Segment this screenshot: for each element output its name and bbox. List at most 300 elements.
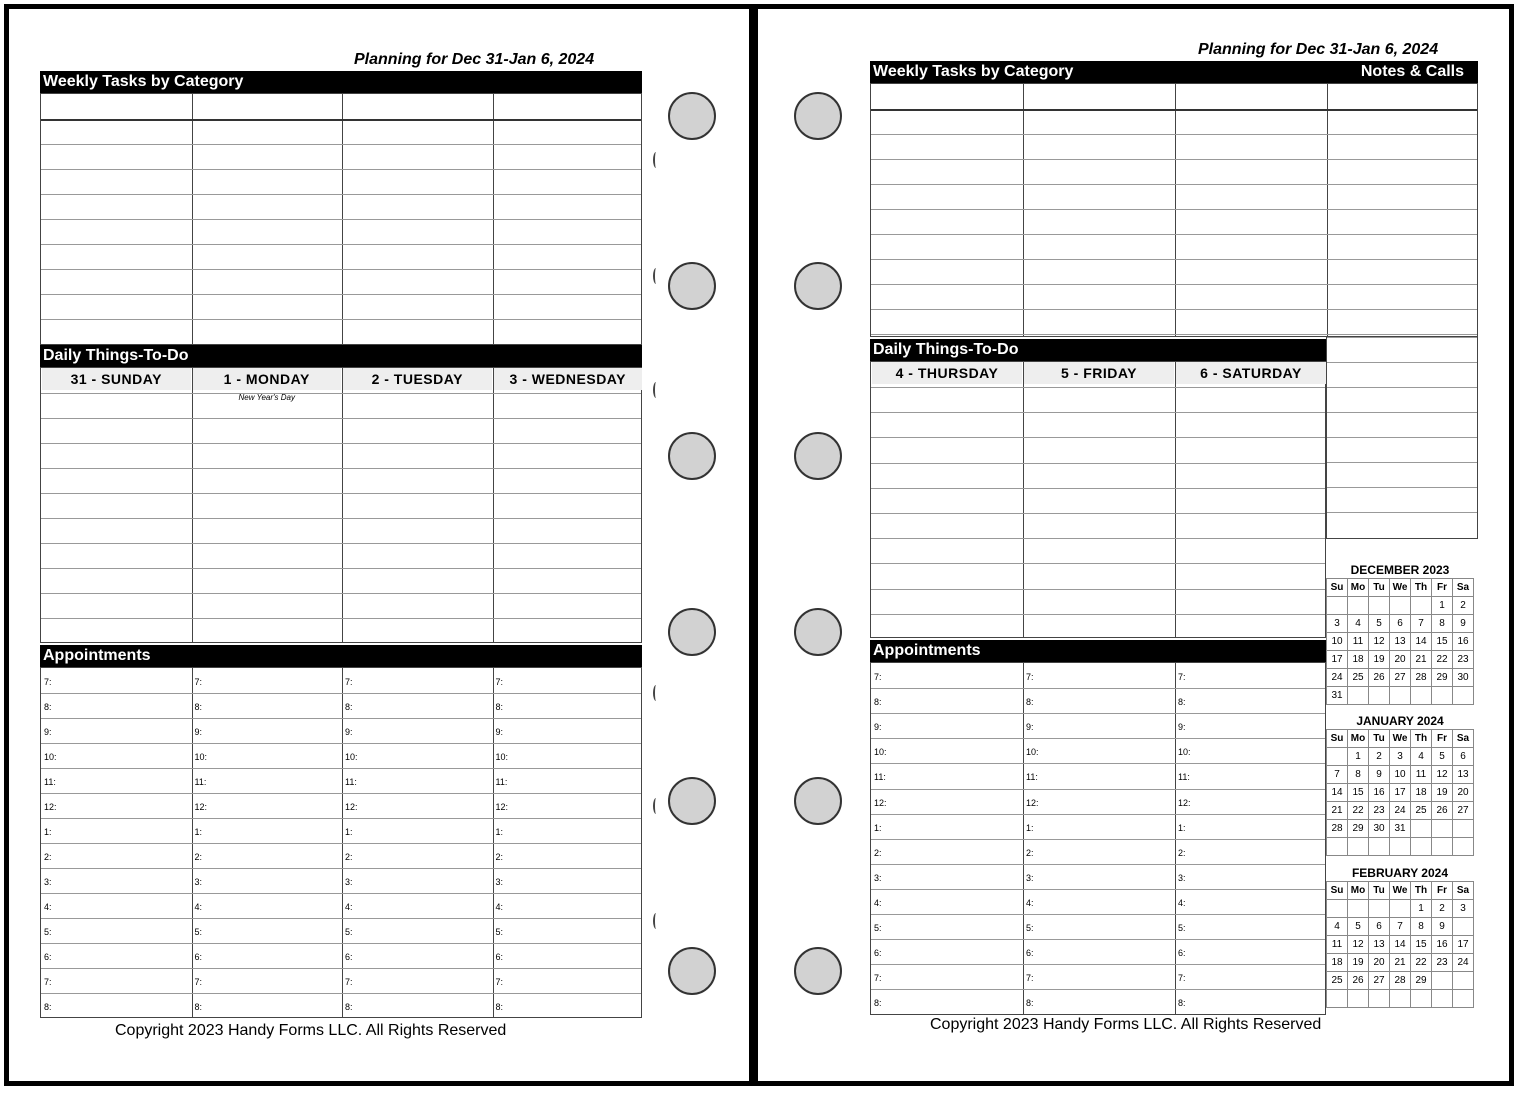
hour-label: 1:	[1026, 822, 1034, 833]
hour-label: 4:	[345, 902, 353, 912]
weekday-cell: Sa	[1453, 882, 1474, 900]
weekday-cell: Th	[1411, 730, 1432, 748]
notes-row-line	[1327, 362, 1477, 363]
date-cell	[1348, 597, 1369, 615]
hour-label: 10:	[1178, 747, 1191, 758]
hour-label: 12:	[1178, 797, 1191, 808]
date-cell: 14	[1411, 633, 1432, 651]
binder-hole	[794, 608, 842, 656]
date-cell: 7	[1411, 615, 1432, 633]
weekday-cell: Mo	[1348, 882, 1369, 900]
date-cell: 28	[1411, 669, 1432, 687]
notes-row-line	[1327, 412, 1477, 413]
weekday-cell: Su	[1327, 579, 1348, 597]
todo-row-line	[871, 488, 1325, 489]
date-cell: 24	[1390, 802, 1411, 820]
date-cell: 8	[1348, 766, 1369, 784]
hour-label: 7:	[874, 973, 882, 984]
date-cell	[1453, 687, 1474, 705]
hour-label: 9:	[1178, 722, 1186, 733]
hour-label: 7:	[874, 672, 882, 682]
notes-calls-grid[interactable]	[1326, 337, 1478, 539]
hour-label: 8:	[194, 702, 203, 712]
todo-row-line	[871, 463, 1325, 464]
appointment-row-line	[871, 789, 1325, 790]
appointment-row-line	[871, 939, 1325, 940]
date-cell: 12	[1348, 936, 1369, 954]
date-cell: 28	[1390, 972, 1411, 990]
task-row-line	[41, 294, 641, 295]
daily-todo-grid-left[interactable]	[40, 367, 642, 643]
page-divider	[749, 4, 758, 1086]
date-cell: 31	[1327, 687, 1348, 705]
hour-label: 5:	[495, 927, 504, 937]
date-cell: 5	[1432, 748, 1453, 766]
date-cell: 13	[1453, 766, 1474, 784]
hour-label: 4:	[1178, 897, 1186, 908]
appointment-row-line	[41, 893, 641, 894]
weekday-cell: Mo	[1348, 730, 1369, 748]
todo-row-line	[871, 387, 1325, 388]
binder-hole	[794, 777, 842, 825]
date-cell	[1390, 990, 1411, 1008]
column-divider	[1175, 84, 1176, 336]
hour-label: 1:	[44, 827, 52, 837]
hour-label: 3:	[1026, 872, 1034, 883]
hour-label: 3:	[194, 877, 203, 887]
appointment-row-line	[871, 839, 1325, 840]
weekday-cell: Fr	[1432, 882, 1453, 900]
date-cell	[1390, 687, 1411, 705]
hour-label: 7:	[1026, 973, 1034, 984]
appointment-row-line	[41, 743, 641, 744]
todo-row-line	[41, 493, 641, 494]
task-row-line	[871, 159, 1477, 160]
hour-label: 7:	[44, 977, 52, 987]
appointment-row-line	[41, 918, 641, 919]
weekday-cell: Th	[1411, 579, 1432, 597]
binder-hole	[794, 92, 842, 140]
date-cell: 29	[1411, 972, 1432, 990]
date-cell: 23	[1369, 802, 1390, 820]
date-cell	[1432, 990, 1453, 1008]
hour-label: 2:	[1178, 847, 1186, 858]
date-cell: 17	[1327, 651, 1348, 669]
date-cell: 16	[1453, 633, 1474, 651]
date-cell: 22	[1348, 802, 1369, 820]
weekday-cell: Tu	[1369, 882, 1390, 900]
hour-label: 10:	[874, 747, 887, 758]
hour-label: 3:	[345, 877, 353, 887]
date-cell: 25	[1348, 669, 1369, 687]
punch-notch	[653, 152, 659, 168]
todo-row-line	[871, 513, 1325, 514]
date-cell	[1432, 820, 1453, 838]
calendar-month-title: JANUARY 2024	[1356, 714, 1444, 728]
hour-label: 4:	[194, 902, 203, 912]
hour-label: 3:	[44, 877, 52, 887]
day-header: 31 - SUNDAY	[42, 368, 191, 390]
hour-label: 6:	[495, 952, 504, 962]
date-cell: 27	[1390, 669, 1411, 687]
hour-label: 12:	[345, 802, 358, 812]
date-cell: 23	[1432, 954, 1453, 972]
hour-label: 7:	[1026, 672, 1034, 682]
date-cell: 3	[1327, 615, 1348, 633]
notes-calls-title: Notes & Calls	[1360, 63, 1464, 80]
date-cell	[1348, 838, 1369, 856]
mini-calendar	[1326, 865, 1474, 1008]
date-cell: 24	[1327, 669, 1348, 687]
hour-label: 2:	[1026, 847, 1034, 858]
date-cell	[1348, 687, 1369, 705]
weekday-cell: Tu	[1369, 579, 1390, 597]
hour-label: 3:	[874, 872, 882, 883]
hour-label: 12:	[495, 802, 509, 812]
date-cell: 6	[1369, 918, 1390, 936]
date-cell: 22	[1432, 651, 1453, 669]
todo-row-line	[871, 538, 1325, 539]
notes-row-line	[1327, 462, 1477, 463]
date-cell: 19	[1348, 954, 1369, 972]
date-cell: 22	[1411, 954, 1432, 972]
hour-label: 6:	[194, 952, 203, 962]
column-divider	[1023, 84, 1024, 336]
hour-label: 6:	[44, 952, 52, 962]
date-cell: 4	[1411, 748, 1432, 766]
date-cell: 13	[1390, 633, 1411, 651]
appointments-grid-right[interactable]	[870, 662, 1326, 1015]
date-cell: 5	[1348, 918, 1369, 936]
date-cell	[1432, 838, 1453, 856]
weekly-tasks-title-right: Weekly Tasks by Category	[873, 63, 1074, 80]
day-header: 5 - FRIDAY	[1024, 362, 1174, 384]
appointments-grid-left[interactable]	[40, 667, 642, 1018]
hour-label: 7:	[1178, 973, 1186, 984]
date-cell	[1411, 597, 1432, 615]
hour-label: 4:	[495, 902, 504, 912]
date-cell: 16	[1432, 936, 1453, 954]
day-header: 6 - SATURDAY	[1176, 362, 1326, 384]
date-cell: 26	[1348, 972, 1369, 990]
todo-row-line	[41, 518, 641, 519]
date-cell	[1390, 900, 1411, 918]
date-cell	[1327, 900, 1348, 918]
date-cell: 17	[1453, 936, 1474, 954]
binder-hole	[668, 947, 716, 995]
calendar-month-title: FEBRUARY 2024	[1351, 866, 1449, 880]
appointment-row-line	[41, 693, 641, 694]
column-divider	[1175, 362, 1176, 637]
todo-row-line	[871, 589, 1325, 590]
appointment-row-line	[871, 914, 1325, 915]
date-cell: 24	[1453, 954, 1474, 972]
date-cell: 23	[1453, 651, 1474, 669]
hour-label: 7:	[194, 677, 203, 687]
hour-label: 11:	[495, 777, 508, 787]
date-cell: 25	[1411, 802, 1432, 820]
date-cell: 30	[1453, 669, 1474, 687]
weekday-cell: Sa	[1453, 579, 1474, 597]
date-cell	[1453, 820, 1474, 838]
date-cell: 15	[1348, 784, 1369, 802]
hour-label: 3:	[495, 877, 504, 887]
appointment-row-line	[41, 993, 641, 994]
date-cell	[1432, 687, 1453, 705]
todo-row-line	[871, 614, 1325, 615]
weekday-cell: We	[1390, 579, 1411, 597]
hour-label: 6:	[874, 948, 882, 959]
calendar-month-title: DECEMBER 2023	[1350, 563, 1450, 577]
hour-label: 8:	[874, 998, 882, 1009]
hour-label: 11:	[1026, 772, 1038, 783]
appointment-row-line	[41, 718, 641, 719]
hour-label: 2:	[44, 852, 52, 862]
hour-label: 12:	[194, 802, 208, 812]
todo-row-line	[41, 568, 641, 569]
task-row-line	[41, 169, 641, 170]
hour-label: 7:	[495, 977, 504, 987]
daily-todo-header-left: Daily Things-To-Do	[40, 345, 642, 367]
appointment-row-line	[871, 864, 1325, 865]
date-cell: 29	[1348, 820, 1369, 838]
date-cell: 26	[1432, 802, 1453, 820]
day-header: 1 - MONDAY	[193, 368, 342, 390]
hour-label: 9:	[44, 727, 52, 737]
hour-label: 1:	[194, 827, 203, 837]
appointment-row-line	[41, 793, 641, 794]
binder-hole	[794, 432, 842, 480]
date-cell: 30	[1369, 820, 1390, 838]
weekday-cell: Tu	[1369, 730, 1390, 748]
date-cell: 14	[1390, 936, 1411, 954]
date-cell: 7	[1327, 766, 1348, 784]
calendar-table	[1326, 729, 1474, 856]
date-cell: 12	[1369, 633, 1390, 651]
date-cell	[1432, 972, 1453, 990]
date-cell: 9	[1369, 766, 1390, 784]
date-cell	[1453, 918, 1474, 936]
task-row-line	[871, 184, 1477, 185]
hour-label: 8:	[874, 697, 882, 708]
date-cell: 21	[1411, 651, 1432, 669]
hour-label: 10:	[495, 752, 509, 762]
hour-label: 2:	[194, 852, 203, 862]
task-row-line	[871, 334, 1477, 335]
binder-hole	[668, 432, 716, 480]
hour-label: 8:	[194, 1002, 203, 1012]
hour-label: 11:	[345, 777, 357, 787]
todo-row-line	[41, 443, 641, 444]
hour-label: 10:	[194, 752, 208, 762]
date-cell	[1369, 900, 1390, 918]
hour-label: 4:	[874, 897, 882, 908]
task-row-line	[871, 259, 1477, 260]
appointment-row-line	[871, 964, 1325, 965]
appointment-row-line	[871, 989, 1325, 990]
date-cell: 15	[1411, 936, 1432, 954]
task-row-line	[41, 194, 641, 195]
hour-label: 11:	[44, 777, 56, 787]
todo-row-line	[41, 593, 641, 594]
date-cell: 1	[1432, 597, 1453, 615]
punch-notch	[653, 798, 659, 814]
appointment-row-line	[871, 688, 1325, 689]
date-cell: 4	[1348, 615, 1369, 633]
hour-label: 8:	[495, 702, 504, 712]
hour-label: 8:	[1026, 998, 1034, 1009]
date-cell: 8	[1432, 615, 1453, 633]
calendar-table	[1326, 881, 1474, 1008]
todo-row-line	[41, 393, 641, 394]
task-row-line	[871, 234, 1477, 235]
appointment-row-line	[41, 818, 641, 819]
task-row-line	[871, 309, 1477, 310]
hour-label: 9:	[345, 727, 353, 737]
hour-label: 8:	[345, 702, 353, 712]
appointments-header-left: Appointments	[40, 645, 642, 667]
date-cell: 3	[1453, 900, 1474, 918]
date-cell: 6	[1390, 615, 1411, 633]
date-cell	[1327, 990, 1348, 1008]
date-cell: 8	[1411, 918, 1432, 936]
hour-label: 8:	[345, 1002, 353, 1012]
todo-row-line	[871, 412, 1325, 413]
notes-row-line	[1327, 437, 1477, 438]
hour-label: 8:	[495, 1002, 504, 1012]
column-divider	[493, 368, 494, 642]
hour-label: 8:	[1026, 697, 1034, 708]
notes-row-line	[1327, 387, 1477, 388]
hour-label: 9:	[495, 727, 504, 737]
date-cell: 1	[1348, 748, 1369, 766]
hour-label: 7:	[44, 677, 52, 687]
day-header: 2 - TUESDAY	[343, 368, 492, 390]
hour-label: 12:	[44, 802, 57, 812]
hour-label: 1:	[345, 827, 353, 837]
appointment-row-line	[41, 843, 641, 844]
hour-label: 9:	[874, 722, 882, 733]
task-row-line	[871, 209, 1477, 210]
date-cell: 11	[1411, 766, 1432, 784]
date-cell: 25	[1327, 972, 1348, 990]
weekday-cell: Th	[1411, 882, 1432, 900]
date-cell	[1369, 990, 1390, 1008]
date-cell	[1348, 990, 1369, 1008]
date-cell	[1390, 597, 1411, 615]
date-cell: 19	[1369, 651, 1390, 669]
task-row-line	[41, 319, 641, 320]
weekday-cell: Su	[1327, 882, 1348, 900]
hour-label: 7:	[345, 977, 353, 987]
appointment-row-line	[871, 889, 1325, 890]
date-cell: 28	[1327, 820, 1348, 838]
weekly-tasks-grid-right[interactable]	[870, 83, 1478, 337]
hour-label: 12:	[874, 797, 887, 808]
date-cell: 6	[1453, 748, 1474, 766]
date-cell: 5	[1369, 615, 1390, 633]
date-cell	[1327, 748, 1348, 766]
punch-notch	[653, 268, 659, 284]
todo-row-line	[871, 563, 1325, 564]
appointment-row-line	[871, 763, 1325, 764]
date-cell: 29	[1432, 669, 1453, 687]
task-row-line	[41, 244, 641, 245]
date-cell	[1411, 687, 1432, 705]
date-cell: 20	[1390, 651, 1411, 669]
todo-row-line	[41, 418, 641, 419]
date-cell: 13	[1369, 936, 1390, 954]
appointments-header-right: Appointments	[870, 640, 1326, 662]
hour-label: 9:	[1026, 722, 1034, 733]
hour-label: 7:	[495, 677, 504, 687]
appointment-row-line	[41, 868, 641, 869]
hour-label: 5:	[874, 923, 882, 933]
date-cell	[1411, 990, 1432, 1008]
header-line	[41, 119, 641, 121]
todo-row-line	[41, 543, 641, 544]
hour-label: 6:	[1178, 948, 1186, 959]
weekday-cell: Mo	[1348, 579, 1369, 597]
column-divider	[1327, 84, 1328, 336]
punch-notch	[653, 382, 659, 398]
date-cell: 20	[1369, 954, 1390, 972]
daily-todo-grid-right[interactable]	[870, 361, 1326, 638]
weekly-tasks-grid-left[interactable]	[40, 93, 642, 345]
hour-label: 4:	[1026, 897, 1034, 908]
binder-hole	[668, 92, 716, 140]
date-cell: 11	[1348, 633, 1369, 651]
todo-row-line	[871, 437, 1325, 438]
date-cell: 21	[1327, 802, 1348, 820]
copyright-right: Copyright 2023 Handy Forms LLC. All Rights Reserved	[930, 1016, 1322, 1033]
binder-hole	[668, 608, 716, 656]
task-row-line	[41, 269, 641, 270]
todo-row-line	[41, 618, 641, 619]
date-cell: 10	[1327, 633, 1348, 651]
hour-label: 2:	[874, 847, 882, 858]
date-cell: 18	[1411, 784, 1432, 802]
date-cell	[1453, 990, 1474, 1008]
hour-label: 11:	[194, 777, 207, 787]
hour-label: 12:	[1026, 797, 1039, 808]
date-cell: 9	[1432, 918, 1453, 936]
date-cell	[1369, 838, 1390, 856]
hour-label: 5:	[1026, 923, 1034, 933]
date-cell	[1327, 597, 1348, 615]
appointment-row-line	[41, 968, 641, 969]
date-cell	[1369, 687, 1390, 705]
hour-label: 8:	[1178, 998, 1186, 1009]
hour-label: 9:	[194, 727, 203, 737]
date-cell: 19	[1432, 784, 1453, 802]
date-cell: 2	[1432, 900, 1453, 918]
weekday-cell: Fr	[1432, 579, 1453, 597]
hour-label: 10:	[1026, 747, 1039, 758]
hour-label: 7:	[1178, 672, 1186, 682]
date-cell: 21	[1390, 954, 1411, 972]
date-cell: 26	[1369, 669, 1390, 687]
date-cell: 20	[1453, 784, 1474, 802]
binder-hole	[668, 262, 716, 310]
appointment-row-line	[871, 713, 1325, 714]
date-cell: 3	[1390, 748, 1411, 766]
holiday-label: New Year's Day	[238, 393, 295, 402]
date-cell	[1411, 838, 1432, 856]
date-cell: 11	[1327, 936, 1348, 954]
weekday-cell: Su	[1327, 730, 1348, 748]
planning-title-right: Planning for Dec 31-Jan 6, 2024	[1198, 41, 1439, 58]
